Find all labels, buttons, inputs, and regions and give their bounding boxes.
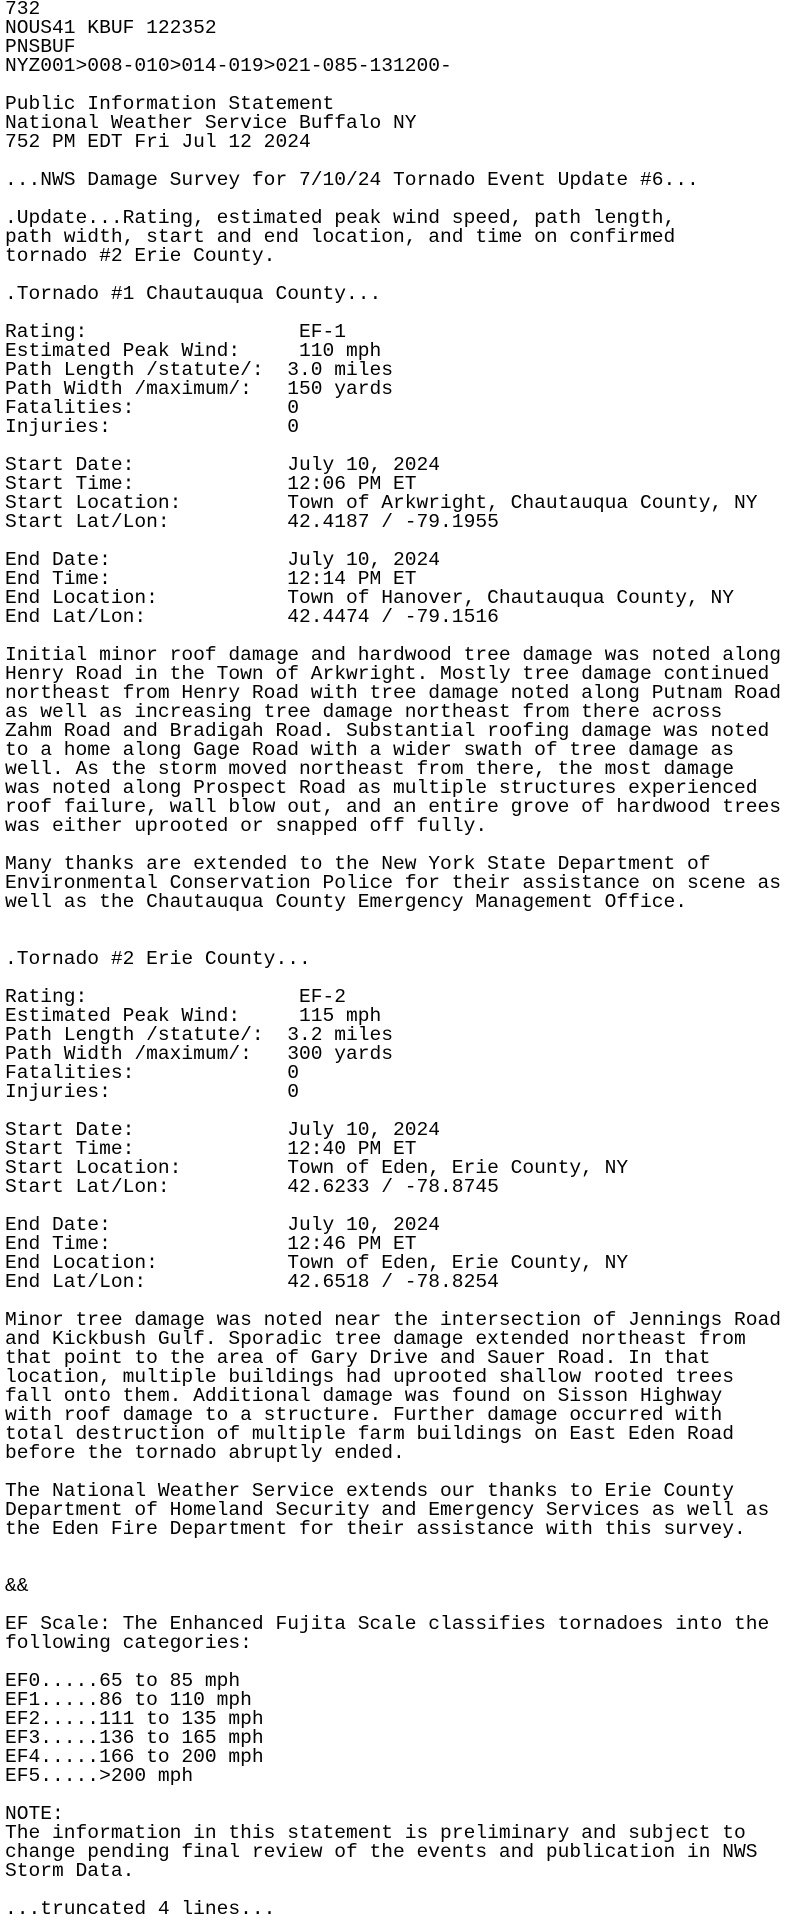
statement-line: .Tornado #1 Chautauqua County... [5, 283, 382, 305]
statement-line: tornado #2 Erie County. [5, 245, 276, 267]
statement-line: 732 [5, 0, 41, 20]
statement-line: Path Length /statute/: 3.2 miles [5, 1024, 394, 1046]
statement-line: Fatalities: 0 [5, 397, 299, 419]
statement-line: Initial minor roof damage and hardwood tree damage was noted along [5, 644, 782, 666]
statement-line: with roof damage to a structure. Further damage occurred with [5, 1404, 723, 1426]
statement-line: Fatalities: 0 [5, 1062, 299, 1084]
statement-line: ...NWS Damage Survey for 7/10/24 Tornado Event Update #6... [5, 169, 699, 191]
statement-line: End Time: 12:46 PM ET [5, 1233, 417, 1255]
statement-line: End Location: Town of Hanover, Chautauqua County, NY [5, 587, 735, 609]
statement-line: Start Date: July 10, 2024 [5, 1119, 441, 1141]
statement-line: total destruction of multiple farm buildings on East Eden Road [5, 1423, 735, 1445]
statement-line: Injuries: 0 [5, 1081, 299, 1103]
statement-line: Henry Road in the Town of Arkwright. Mostly tree damage continued [5, 663, 770, 685]
statement-line: Start Location: Town of Arkwright, Chautauqua County, NY [5, 492, 758, 514]
statement-line: .Tornado #2 Erie County... [5, 948, 311, 970]
statement-line: was either uprooted or snapped off fully. [5, 815, 488, 837]
statement-line: End Date: July 10, 2024 [5, 549, 441, 571]
statement-line: Path Width /maximum/: 300 yards [5, 1043, 394, 1065]
statement-line: Zahm Road and Bradigah Road. Substantial roofing damage was noted [5, 720, 770, 742]
statement-line: was noted along Prospect Road as multiple structures experienced [5, 777, 758, 799]
statement-line: Path Length /statute/: 3.0 miles [5, 359, 394, 381]
statement-line: Many thanks are extended to the New York State Department of [5, 853, 711, 875]
statement-line: Environmental Conservation Police for their assistance on scene as [5, 872, 782, 894]
statement-line: ...truncated 4 lines... [5, 1898, 276, 1920]
statement-line: EF3.....136 to 165 mph [5, 1727, 264, 1749]
statement-line: NYZ001>008-010>014-019>021-085-131200- [5, 55, 452, 77]
statement-line: .Update...Rating, estimated peak wind speed, path length, [5, 207, 676, 229]
statement-line [5, 912, 801, 931]
statement-line: Start Date: July 10, 2024 [5, 454, 441, 476]
statement-line: EF0.....65 to 85 mph [5, 1670, 241, 1692]
statement-line: Start Location: Town of Eden, Erie County, NY [5, 1157, 629, 1179]
statement-line: EF4.....166 to 200 mph [5, 1746, 264, 1768]
statement-line: as well as increasing tree damage northeast from there across [5, 701, 723, 723]
statement-line: the Eden Fire Department for their assistance with this survey. [5, 1518, 746, 1540]
statement-line: && [5, 1575, 29, 1597]
statement-line: well. As the storm moved northeast from there, the most damage [5, 758, 735, 780]
statement-line: Rating: EF-2 [5, 986, 346, 1008]
statement-line: EF5.....>200 mph [5, 1765, 194, 1787]
statement-line: roof failure, wall blow out, and an entire grove of hardwood trees [5, 796, 782, 818]
statement-line [5, 1539, 801, 1558]
statement-line: End Lat/Lon: 42.4474 / -79.1516 [5, 606, 499, 628]
statement-line: End Lat/Lon: 42.6518 / -78.8254 [5, 1271, 499, 1293]
statement-line: northeast from Henry Road with tree damage noted along Putnam Road [5, 682, 782, 704]
statement-line: EF1.....86 to 110 mph [5, 1689, 252, 1711]
statement-line: Injuries: 0 [5, 416, 299, 438]
statement-line: Rating: EF-1 [5, 321, 346, 343]
statement-line: Estimated Peak Wind: 110 mph [5, 340, 382, 362]
statement-line: The information in this statement is preliminary and subject to [5, 1822, 746, 1844]
statement-line: following categories: [5, 1632, 252, 1654]
statement-line: Start Time: 12:06 PM ET [5, 473, 417, 495]
statement-line: EF Scale: The Enhanced Fujita Scale classifies tornadoes into the [5, 1613, 770, 1635]
statement-line: Department of Homeland Security and Emergency Services as well as [5, 1499, 770, 1521]
statement-line: Path Width /maximum/: 150 yards [5, 378, 394, 400]
statement-line: NOTE: [5, 1803, 64, 1825]
statement-line: National Weather Service Buffalo NY [5, 112, 417, 134]
statement-line: and Kickbush Gulf. Sporadic tree damage extended northeast from [5, 1328, 746, 1350]
statement-line: path width, start and end location, and time on confirmed [5, 226, 676, 248]
statement-line: fall onto them. Additional damage was found on Sisson Highway [5, 1385, 723, 1407]
statement-line: Start Lat/Lon: 42.6233 / -78.8745 [5, 1176, 499, 1198]
statement-line: End Time: 12:14 PM ET [5, 568, 417, 590]
statement-line: location, multiple buildings had uprooted shallow rooted trees [5, 1366, 735, 1388]
statement-line: End Location: Town of Eden, Erie County, NY [5, 1252, 629, 1274]
statement-line: 752 PM EDT Fri Jul 12 2024 [5, 131, 311, 153]
statement-line: change pending final review of the events and publication in NWS [5, 1841, 758, 1863]
statement-line [5, 1786, 801, 1805]
statement-line: to a home along Gage Road with a wider swath of tree damage as [5, 739, 735, 761]
statement-line: Start Time: 12:40 PM ET [5, 1138, 417, 1160]
statement-line: Start Lat/Lon: 42.4187 / -79.1955 [5, 511, 499, 533]
statement-line: Minor tree damage was noted near the intersection of Jennings Road [5, 1309, 782, 1331]
statement-line: Public Information Statement [5, 93, 335, 115]
statement-line: The National Weather Service extends our thanks to Erie County [5, 1480, 735, 1502]
statement-line: NOUS41 KBUF 122352 [5, 17, 217, 39]
statement-line: EF2.....111 to 135 mph [5, 1708, 264, 1730]
statement-line: End Date: July 10, 2024 [5, 1214, 441, 1236]
statement-line [5, 1558, 801, 1577]
statement-line: Estimated Peak Wind: 115 mph [5, 1005, 382, 1027]
statement-line: before the tornado abruptly ended. [5, 1442, 405, 1464]
statement-line: PNSBUF [5, 36, 76, 58]
statement-line: well as the Chautauqua County Emergency Management Office. [5, 891, 687, 913]
statement-line: that point to the area of Gary Drive and Sauer Road. In that [5, 1347, 711, 1369]
statement-line: Storm Data. [5, 1860, 135, 1882]
